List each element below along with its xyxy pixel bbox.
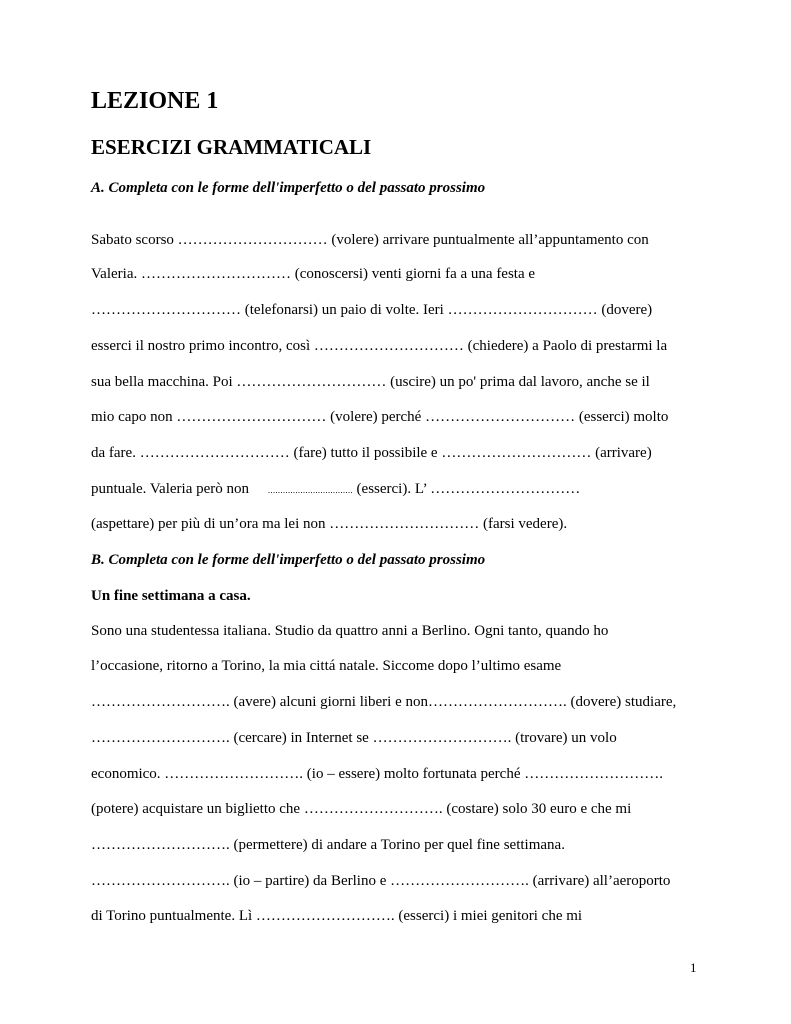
page-subtitle: ESERCIZI GRAMMATICALI — [91, 135, 372, 159]
exercise-b-line: (potere) acquistare un biglietto che ………………………. (costare) solo 30 euro e che mi — [91, 801, 632, 817]
blank-dots: .................................. — [267, 485, 353, 495]
exercise-a-line: mio capo non ………………………… (volere) perché ………………………… (esserci) molto — [91, 409, 669, 425]
page-number: 1 — [690, 960, 697, 975]
exercise-b-line: ………………………. (avere) alcuni giorni liberi e non………………………. (dovere) studiare, — [91, 694, 677, 710]
exercise-a-line: (aspettare) per più di un’ora ma lei non ………………………… (farsi vedere). — [91, 516, 568, 532]
exercise-a-line-composite — [91, 480, 580, 499]
exercise-b-line: Sono una studentessa italiana. Studio da quattro anni a Berlino. Ogni tanto, quando ho — [91, 623, 609, 639]
exercise-a-line: da fare. ………………………… (fare) tutto il possibile e ………………………… (arrivare) — [91, 445, 652, 461]
exercise-a-line: ………………………… (telefonarsi) un paio di volte. Ieri ………………………… (dovere) — [91, 302, 653, 318]
exercise-a-line-start: puntuale. Valeria però non — [91, 481, 250, 497]
exercise-a-line: Valeria. ………………………… (conoscersi) venti giorni fa a una festa e — [91, 266, 536, 282]
exercise-a-line: Sabato scorso ………………………… (volere) arrivare puntualmente all’appuntamento con — [91, 232, 649, 248]
exercise-a-line-end: (esserci). L’ ………………………… — [356, 481, 581, 497]
section-b-heading: Un fine settimana a casa. — [91, 588, 251, 604]
exercise-a-line: sua bella macchina. Poi ………………………… (uscire) un po' prima dal lavoro, anche se il — [91, 374, 650, 390]
exercise-b-line: economico. ………………………. (io – essere) molto fortunata perché ………………………. — [91, 766, 663, 782]
section-a-instruction: A. Completa con le forme dell'imperfetto o del passato prossimo — [91, 180, 486, 196]
exercise-b-line: di Torino puntualmente. Lì ………………………. (esserci) i miei genitori che mi — [91, 908, 583, 924]
section-b-instruction: B. Completa con le forme dell'imperfetto o del passato prossimo — [91, 552, 486, 568]
exercise-a-line: esserci il nostro primo incontro, così ………………………… (chiedere) a Paolo di prestarmi la — [91, 338, 668, 354]
exercise-b-line: l’occasione, ritorno a Torino, la mia cittá natale. Siccome dopo l’ultimo esame — [91, 658, 562, 674]
exercise-b-line: ………………………. (cercare) in Internet se ………………………. (trovare) un volo — [91, 730, 617, 746]
exercise-b-line: ………………………. (permettere) di andare a Torino per quel fine settimana. — [91, 837, 565, 853]
exercise-b-line: ………………………. (io – partire) da Berlino e ………………………. (arrivare) all’aeroporto — [91, 873, 671, 889]
page-title: LEZIONE 1 — [91, 88, 219, 114]
